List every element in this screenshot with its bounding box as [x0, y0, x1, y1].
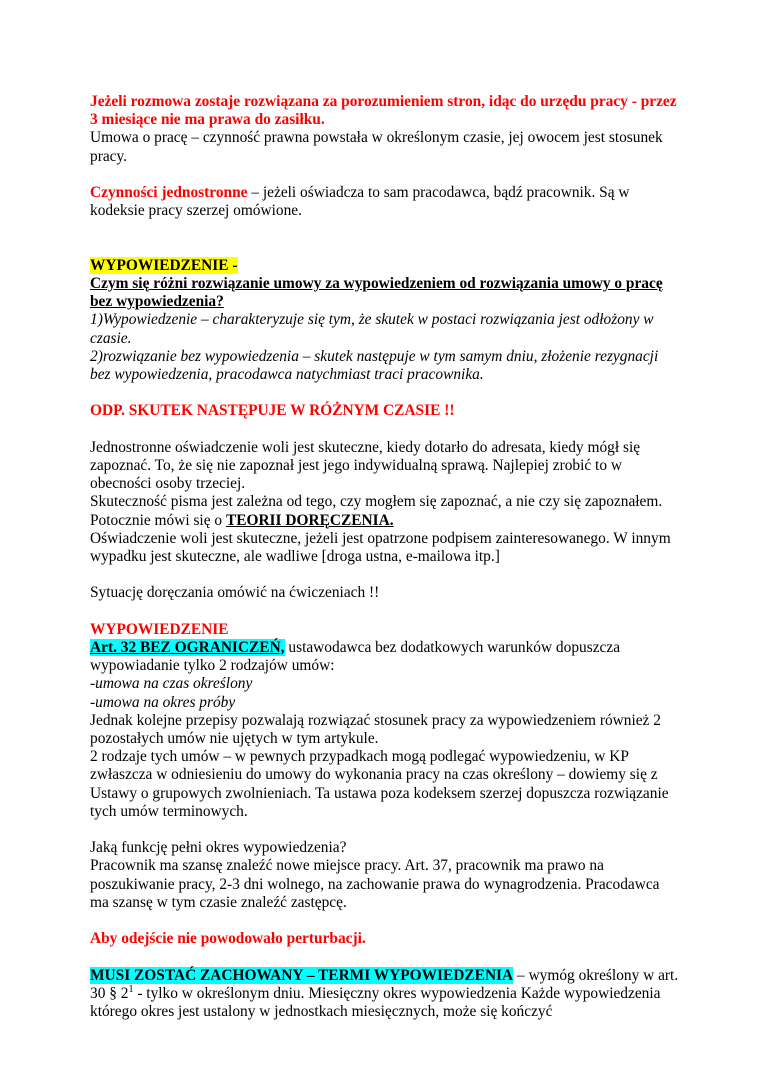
section-wypowiedzenie: [90, 257, 680, 384]
jednostronne-text-2: Skuteczność pisma jest zależna od tego, czy mogłem się zapoznać, a nie czy się zapoznałem. Potocznie mówi się o: [90, 493, 663, 529]
musi-text-a: – wymóg określony w art. 30 § 2: [90, 966, 679, 1002]
musi-label: MUSI ZOSTAĆ ZACHOWANY – TERMI WYPOWIEDZENIA: [90, 966, 514, 984]
section-musi: [90, 967, 680, 1022]
section-funkcja: [90, 839, 680, 912]
art32-item-2: -umowa na okres próby: [90, 693, 236, 711]
wypowiedzenie-item-2: 2)rozwiązanie bez wypowiedzenia – skutek następuje w tym samym dniu, złożenie rezygnacji bez wypowiedzenia, pracodawca natychmiast traci pracownika.: [90, 347, 659, 383]
wypowiedzenie-heading: WYPOWIEDZENIE -: [90, 256, 238, 274]
art32-text-2: Jednak kolejne przepisy pozwalają rozwiązać stosunek pracy za wypowiedzeniem również 2 pozostałych umów nie ujętych w tym artykule.: [90, 711, 661, 747]
art32-item-1: -umowa na czas określony: [90, 675, 253, 693]
paragraph-porozumienie: [90, 93, 680, 166]
art32-heading: WYPOWIEDZENIE: [90, 620, 229, 638]
funkcja-answer: Pracownik ma szansę znaleźć nowe miejsce pracy. Art. 37, pracownik ma prawo na poszukiwanie pracy, 2-3 dni wolnego, na zachowanie prawa do wynagrodzenia. Pracodawca ma szansę w tym czasie znaleźć zastępcę.: [90, 857, 660, 911]
art32-text-3: 2 rodzaje tych umów – w pewnych przypadkach mogą podlegać wypowiedzeniu, w KP zwłaszcza w odniesieniu do umowy do wykonania pracy na czas określony – dowiemy się z Ustawy o grupowych zwolnieniach. Ta ustawa poza kodeksem szerzej dopuszcza rozwiązanie tych umów terminowych.: [90, 748, 669, 820]
art32-text: ustawodawca bez dodatkowych warunków dopuszcza wypowiadanie tylko 2 rodzajów umów:: [90, 638, 621, 675]
porozumienie-warning: Jeżeli rozmowa zostaje rozwiązana za porozumieniem stron, idąc do urzędu pracy - przez 3 miesiące nie ma prawa do zasiłku.: [90, 93, 677, 129]
jednostronne-text-1: Jednostronne oświadczenie woli jest skuteczne, kiedy dotarło do adresata, kiedy mógł się zapoznać. To, że się nie zapoznał jest jego indywidualną sprawą. Najlepiej zrobić to w obecności osoby trzeciej.: [90, 438, 641, 493]
sytuacje-note: Sytuację doręczania omówić na ćwiczeniach !!: [90, 584, 380, 602]
paragraph-czynnosci: [90, 184, 680, 220]
teoria-doreczenia: TEORII DORĘCZENIA.: [225, 511, 394, 529]
umowa-definition: Umowa o pracę – czynność prawna powstała w określonym czasie, jej owocem jest stosunek pracy.: [90, 129, 663, 165]
art32-label: Art. 32 BEZ OGRANICZEŃ,: [90, 638, 285, 656]
musi-superscript: 1: [128, 983, 134, 995]
funkcja-question: Jaką funkcję pełni okres wypowiedzenia?: [90, 839, 347, 857]
wypowiedzenie-item-1: 1)Wypowiedzenie – charakteryzuje się tym, że skutek w postaci rozwiązania jest odłożony w czasie.: [90, 311, 654, 347]
musi-text-b: - tylko w określonym dniu. Miesięczny okres wypowiedzenia Każde wypowiedzenia którego okres jest ustalony w jednostkach miesięcznych, może się kończyć: [90, 984, 661, 1020]
czynnosci-text: – jeżeli oświadcza to sam pracodawca, bądź pracownik. Są w kodeksie pracy szerzej omówione.: [90, 184, 630, 220]
perturbacji-note: Aby odejście nie powodowało perturbacji.: [90, 930, 366, 948]
document-body: [90, 93, 680, 1021]
czynnosci-term: Czynności jednostronne: [90, 184, 248, 201]
jednostronne-text-3: Oświadczenie woli jest skuteczne, jeżeli jest opatrzone podpisem zainteresowanego. W innym wypadku jest skuteczne, ale wadliwe [droga ustna, e-mailowa itp.]: [90, 529, 671, 565]
wypowiedzenie-question: Czym się różni rozwiązanie umowy za wypowiedzeniem od rozwiązania umowy o pracę bez wypowiedzenia?: [90, 274, 663, 311]
section-art32: [90, 621, 680, 821]
answer-heading: ODP. SKUTEK NASTĘPUJE W RÓŻNYM CZASIE !!: [90, 402, 455, 420]
paragraph-jednostronne: [90, 439, 680, 566]
